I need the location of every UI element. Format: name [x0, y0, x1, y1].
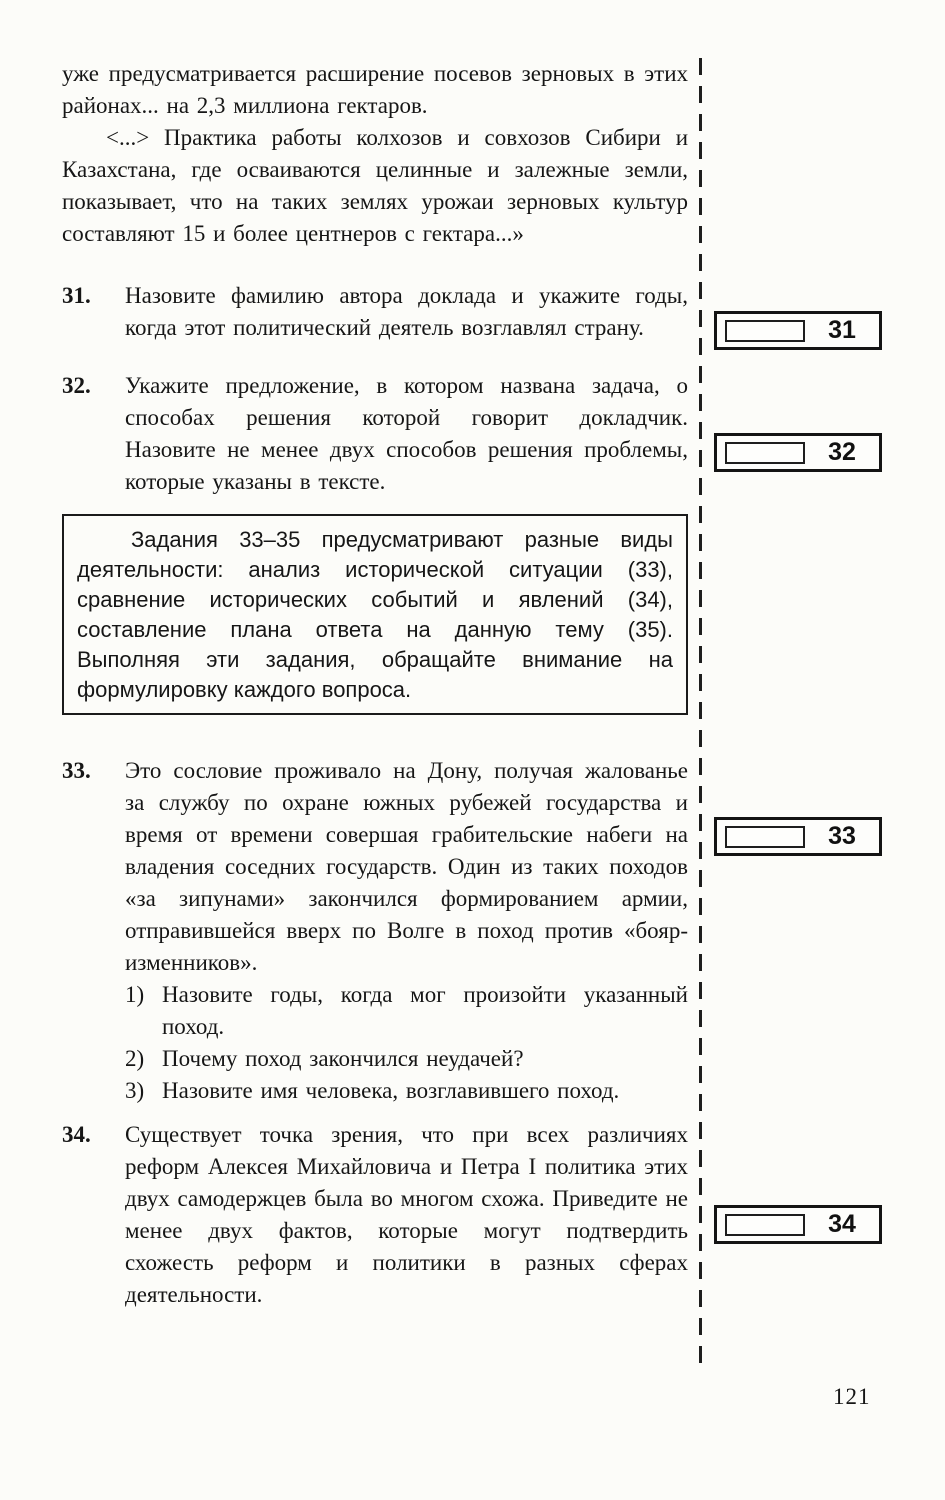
question-33-subitem-2: [125, 1043, 688, 1075]
instruction-note-box: [62, 514, 688, 715]
subitem-text: Назовите годы, когда мог произойти указанный поход.: [162, 982, 688, 1039]
subitem-text: Назовите имя человека, возглавившего поход.: [162, 1078, 620, 1103]
question-32-number: 32.: [62, 373, 91, 398]
answer-write-box-34[interactable]: [725, 1214, 805, 1236]
margin-dashed-line: [699, 58, 702, 1374]
answer-write-box-31[interactable]: [725, 320, 805, 342]
badge-number-33: 33: [828, 822, 856, 850]
question-31-text: Назовите фамилию автора доклада и укажите годы, когда этот политический деятель возглавлял страну.: [125, 283, 688, 340]
instruction-note-text: Задания 33–35 предусматривают разные виды деятельности: анализ исторической ситуации (33), сравнение исторических событий и явлений (34), составление плана ответа на данную тему (35). Выполняя эти задания, обращайте внимание на формулировку каждого вопроса.: [77, 527, 673, 702]
subitem-marker: 1): [125, 982, 145, 1007]
subitem-text: Почему поход закончился неудачей?: [162, 1046, 524, 1071]
question-34-text: Существует точка зрения, что при всех различиях реформ Алексея Михайловича и Петра I политика этих двух самодержцев была во многом схожа. Приведите не менее двух фактов, которые могут подтвердить схожесть реформ и политики в разных сферах деятельности.: [125, 1122, 688, 1307]
question-33-number: 33.: [62, 758, 91, 783]
question-34: [62, 1119, 688, 1311]
question-31: [62, 280, 688, 344]
answer-marker-box-31: [714, 311, 882, 350]
answer-marker-box-33: [714, 817, 882, 856]
question-33-subitem-1: [125, 979, 688, 1043]
page-number: 121: [833, 1384, 871, 1409]
question-34-number: 34.: [62, 1122, 91, 1147]
question-32-text: Укажите предложение, в котором названа задача, о способах решения которой говорит докладчик. Назовите не менее двух способов решения проблемы, которые указаны в тексте.: [125, 373, 688, 494]
subitem-marker: 3): [125, 1078, 145, 1103]
question-33-text: Это сословие проживало на Дону, получая жалованье за службу по охране южных рубежей государства и время от времени совершая грабительские набеги на владения соседних государств. Один из таких походов «за зипунами» закончился формированием армии, отправившейся вверх по Волге в поход против «бояр-изменников».: [125, 758, 688, 975]
question-32: [62, 370, 688, 498]
badge-number-32: 32: [828, 438, 856, 466]
excerpt-paragraph-1: уже предусматривается расширение посевов зерновых в этих районах... на 2,3 миллиона гектаров.: [62, 61, 688, 118]
question-33: [62, 755, 688, 1107]
answer-marker-box-34: [714, 1205, 882, 1244]
answer-write-box-33[interactable]: [725, 826, 805, 848]
question-33-subitem-3: [125, 1075, 688, 1107]
question-31-number: 31.: [62, 283, 91, 308]
badge-number-31: 31: [828, 316, 856, 344]
answer-marker-box-32: [714, 433, 882, 472]
excerpt-paragraph-2: <...> Практика работы колхозов и совхозов Сибири и Казахстана, где осваиваются целинные и залежные земли, показывает, что на таких землях урожаи зерновых культур составляют 15 и более центнеров с гектара...»: [62, 125, 688, 246]
answer-write-box-32[interactable]: [725, 442, 805, 464]
question-33-body: [125, 755, 688, 1107]
text-column: [62, 58, 688, 1311]
subitem-marker: 2): [125, 1046, 145, 1071]
badge-number-34: 34: [828, 1210, 856, 1238]
